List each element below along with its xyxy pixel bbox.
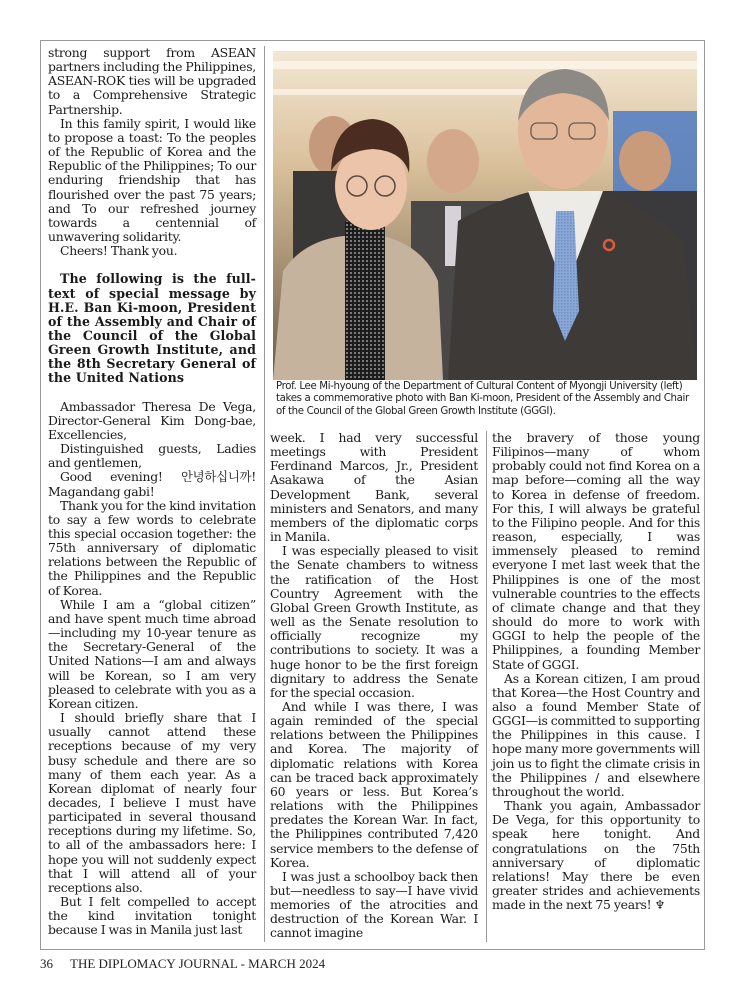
column-divider (486, 431, 487, 942)
paragraph: strong support from ASEAN partners including the Philippines, ASEAN-ROK ties will be upgraded to a Comprehensive Strategic Partnership. (48, 45, 256, 117)
paragraph: As a Korean citizen, I am proud that Korea—the Host Country and also a found Member State of GGGI—is committed to supporting the Philippines in this cause. I hope many more governments will join us to fight the climate crisis in the Philippines / and elsewhere throughout the world. (492, 670, 700, 799)
paragraph: I should briefly share that I usually cannot attend these receptions because of my very busy schedule and there are so many of them each year. As a Korean diplomat of nearly four decades, I believe I must have participated in several thousand receptions during my lifetime. So, to all of the ambassadors here: I hope you will not suddenly expect that I will attend all of your receptions also. (48, 710, 256, 895)
paragraph: I was just a schoolboy back then but—needless to say—I have vivid memories of the atrocities and destruction of the Korean War. I cannot imagine (270, 868, 478, 941)
closing-paragraph-text: Thank you again, Ambassador De Vega, for this opportunity to speak here tonight. And congratulations on the 75th anniversary of diplomatic relations! May there be even greater strides and achievements made in the next 75 years! (492, 798, 700, 913)
article-column-1 (48, 46, 256, 938)
paragraph: Thank you for the kind invitation to say a few words to celebrate this special occasion together: the 75th anniversary of diplomatic relations between the Republic of the Philippines and the Republic of Korea. (48, 497, 256, 598)
article-column-3 (492, 431, 700, 912)
paragraph: the bravery of those young Filipinos—many of whom probably could not find Korea on a map before—coming all the way to Korea in defense of freedom. For this, I will always be grateful to the Filipino people. And for this reason, especially, I was immensely pleased to remind everyone I met last week that the Philippines is one of the most vulnerable countries to the effects of climate change and that they should do more to work with GGGI to help the people of the Philippines, a founding Member State of GGGI. (492, 430, 700, 672)
photo-caption: Prof. Lee Mi-hyoung of the Department of Cultural Content of Myongji University (left) takes a commemorative photo with Ban Ki-moon, President of the Assembly and Chair of the Council of the Global Green Growth Institute (GGGI). (276, 381, 689, 417)
paragraph: And while I was there, I was again reminded of the special relations between the Philippines and Korea. The majority of diplomatic relations with Korea can be traced back approximately 60 years or less. But Korea’s relations with the Philippines predates the Korean War. In fact, the Philippines contributed 7,420 service members to the defense of Korea. (270, 698, 478, 870)
column-divider (264, 46, 265, 942)
paragraph: I was especially pleased to visit the Senate chambers to witness the ratification of the Host Country Agreement with the Global Green Growth Institute, as well as the Senate resolution to officially recognize my contributions to society. It was a huge honor to be the first foreign dignitary to address the Senate for the special occasion. (270, 543, 478, 700)
paragraph: Good evening! 안녕하십니까! Magandang gabi! (48, 469, 256, 499)
paragraph: Cheers! Thank you. (60, 243, 178, 259)
paragraph: While I am a “global citizen” and have spent much time abroad—including my 10-year tenure as the Secretary-General of the United Nations—I am and always will be Korean, so I am very pleased to celebrate with you as a Korean citizen. (48, 596, 256, 711)
paragraph: But I felt compelled to accept the kind invitation tonight because I was in Manila just last (48, 894, 256, 938)
paragraph: In this family spirit, I would like to propose a toast: To the peoples of the Republic of Korea and the Republic of the Philippines; To our enduring friendship that has flourished over the past 75 years; and To our refreshed journey towards a centennial of unwavering solidarity. (48, 115, 256, 245)
paragraph: week. I had very successful meetings with President Ferdinand Marcos, Jr., President Asakawa of the Asian Development Bank, several ministers and Senators, and many members of the diplomatic corps in Manila. (270, 430, 478, 545)
article-photo (273, 51, 697, 380)
end-of-article-icon: ♆ (654, 898, 666, 913)
paragraph: Ambassador Theresa De Vega, Director-General Kim Dong-bae, Excellencies, (48, 398, 256, 442)
photo-illustration (273, 51, 697, 380)
publication-name: THE DIPLOMACY JOURNAL - MARCH 2024 (70, 956, 326, 971)
paragraph: Distinguished guests, Ladies and gentlemen, (48, 441, 256, 471)
page-footer (40, 956, 325, 972)
article-column-2 (270, 431, 478, 941)
page-number: 36 (40, 956, 53, 971)
paragraph (492, 799, 700, 912)
section-heading: The following is the full-text of special message by H.E. Ban Ki-moon, President of the Assembly and Chair of the Council of the Global Green Growth Institute, and the 8th Secretary General of the United Nations (48, 271, 256, 386)
